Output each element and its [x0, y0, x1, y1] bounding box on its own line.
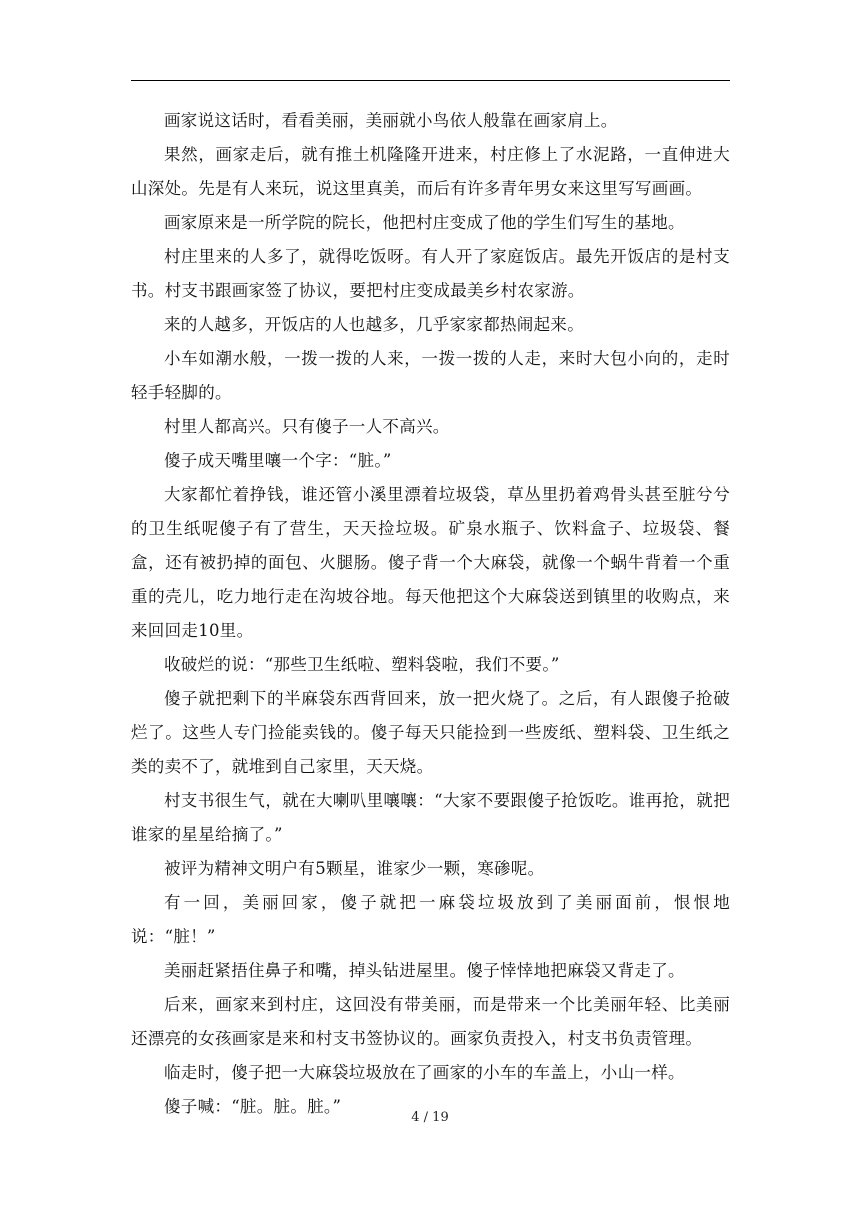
paragraph: 傻子喊：“脏。脏。脏。”	[164, 1097, 342, 1116]
document-body	[131, 104, 730, 1124]
paragraph: 画家原来是一所学院的院长，他把村庄变成了他的学生们写生的基地。	[164, 213, 685, 232]
paragraph: 有一回，美丽回家，傻子就把一麻袋垃圾放到了美丽面前，恨恨地说：“脏！”	[131, 893, 730, 946]
paragraph: 村庄里来的人多了，就得吃饭呀。有人开了家庭饭店。最先开饭店的是村支书。村支书跟画家签了协议，要把村庄变成最美乡村农家游。	[131, 247, 730, 300]
paragraph: 村里人都高兴。只有傻子一人不高兴。	[164, 417, 450, 436]
paragraph: 画家说这话时，看看美丽，美丽就小鸟依人般靠在画家肩上。	[164, 111, 618, 130]
paragraph: 大家都忙着挣钱，谁还管小溪里漂着垃圾袋，草丛里扔着鸡骨头甚至脏兮兮的卫生纸呢傻子有了营生，天天捡垃圾。矿泉水瓶子、饮料盒子、垃圾袋、餐盒，还有被扔掉的面包、火腿肠。傻子背一个大麻袋，就像一个蜗牛背着一个重重的壳儿，吃力地行走在沟坡谷地。每天他把这个大麻袋送到镇里的收购点，来来回回走10里。	[131, 485, 730, 640]
paragraph: 美丽赶紧捂住鼻子和嘴，掉头钻进屋里。傻子悻悻地把麻袋又背走了。	[164, 961, 685, 980]
paragraph: 后来，画家来到村庄，这回没有带美丽，而是带来一个比美丽年轻、比美丽还漂亮的女孩画家是来和村支书签协议的。画家负责投入，村支书负责管理。	[131, 995, 730, 1048]
header-rule	[131, 80, 730, 81]
paragraph: 傻子就把剩下的半麻袋东西背回来，放一把火烧了。之后，有人跟傻子抢破烂了。这些人专门捡能卖钱的。傻子每天只能捡到一些废纸、塑料袋、卫生纸之类的卖不了，就堆到自己家里，天天烧。	[131, 689, 730, 776]
page-number: 4 / 19	[411, 1110, 449, 1125]
paragraph: 果然，画家走后，就有推土机隆隆开进来，村庄修上了水泥路，一直伸进大山深处。先是有人来玩，说这里真美，而后有许多青年男女来这里写写画画。	[131, 145, 730, 198]
paragraph: 来的人越多，开饭店的人也越多，几乎家家都热闹起来。	[164, 315, 584, 334]
paragraph: 被评为精神文明户有5颗星，谁家少一颗，寒碜呢。	[164, 859, 545, 878]
paragraph: 村支书很生气，就在大喇叭里嚷嚷：“大家不要跟傻子抢饭吃。谁再抢，就把谁家的星星给摘了。”	[131, 791, 730, 844]
paragraph: 收破烂的说：“那些卫生纸啦、塑料袋啦，我们不要。”	[164, 655, 560, 674]
paragraph: 临走时，傻子把一大麻袋垃圾放在了画家的小车的车盖上，小山一样。	[164, 1063, 685, 1082]
paragraph: 傻子成天嘴里嚷一个字：“脏。”	[164, 451, 392, 470]
paragraph: 小车如潮水般，一拨一拨的人来，一拨一拨的人走，来时大包小向的，走时轻手轻脚的。	[131, 349, 730, 402]
